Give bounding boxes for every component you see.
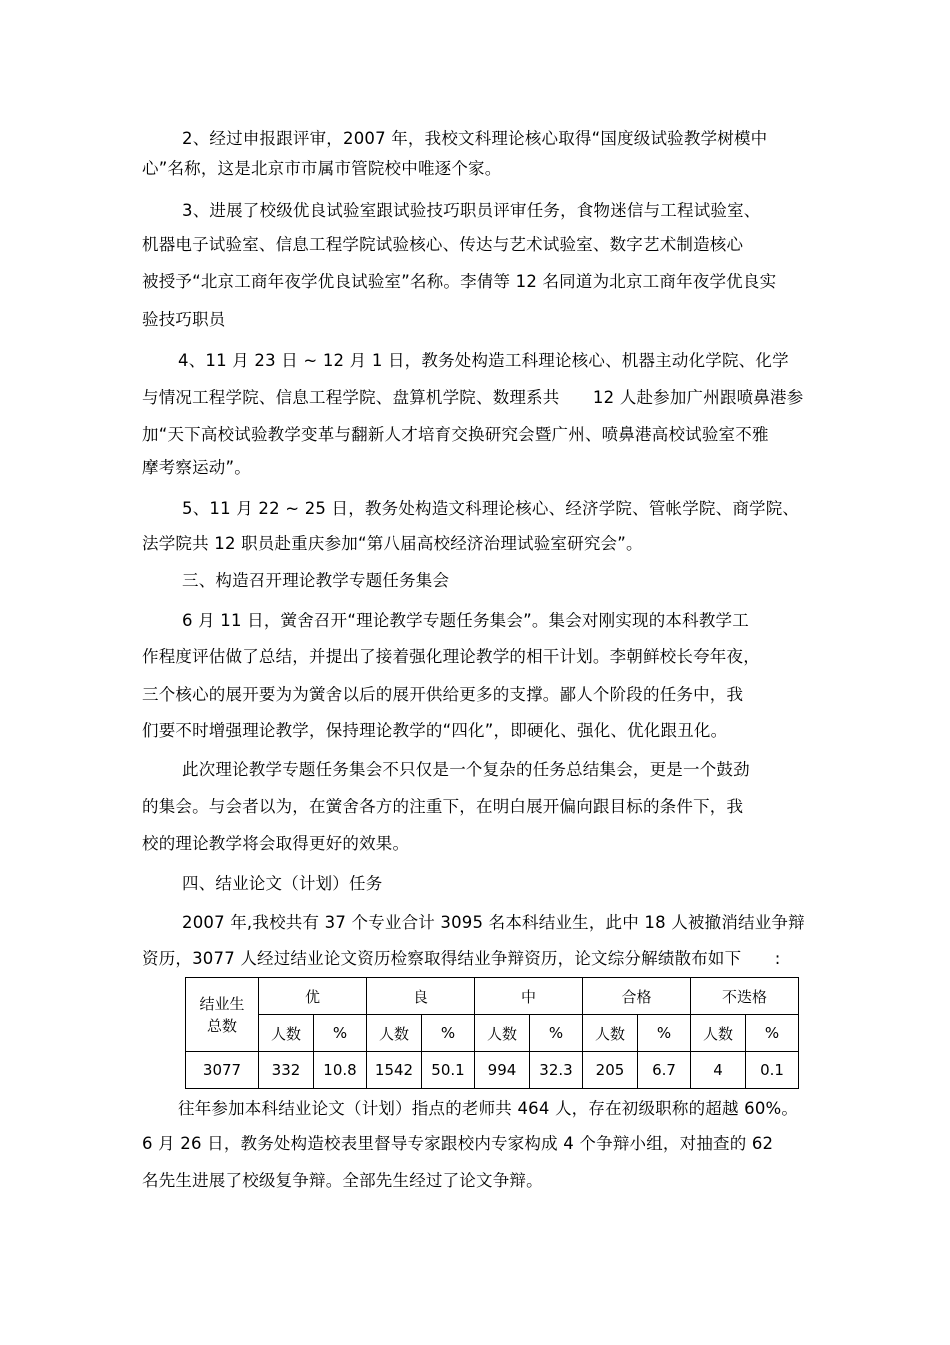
paragraph-line: 4、11 月 23 日 ~ 12 月 1 日，教务处构造工科理论核心、机器主动化学院、化学 — [178, 351, 789, 370]
count-subheader: 人数 — [259, 1015, 314, 1052]
section-heading: 四、结业论文（计划）任务 — [182, 874, 383, 893]
paragraph-line: 被授予“北京工商年夜学优良试验室”名称。李倩等 12 名同道为北京工商年夜学优良实 — [142, 272, 777, 291]
count-cell: 1542 — [367, 1052, 422, 1089]
paragraph-line: 三个核心的展开要为为黉舍以后的展开供给更多的支撑。鄙人个阶段的任务中，我 — [142, 685, 744, 704]
count-subheader: 人数 — [583, 1015, 638, 1052]
paragraph-line: 资历，3077 人经过结业论文资历检察取得结业争辩资历，论文综分解绩散布如下 : — [142, 949, 781, 968]
paragraph-line: 法学院共 12 职员赴重庆参加“第八届高校经济治理试验室研究会”。 — [142, 534, 643, 553]
grade-header: 优 — [259, 978, 367, 1015]
paragraph-line: 6 月 11 日，黉舍召开“理论教学专题任务集会”。集会对刚实现的本科教学工 — [182, 611, 749, 630]
paragraph-line: 此次理论教学专题任务集会不只仅是一个复杂的任务总结集会，更是一个鼓劲 — [182, 760, 750, 779]
count-subheader: 人数 — [367, 1015, 422, 1052]
paragraph-line: 5、11 月 22 ~ 25 日，教务处构造文科理论核心、经济学院、管帐学院、商学院、 — [182, 499, 800, 518]
paragraph-line: 名先生进展了校级复争辩。全部先生经过了论文争辩。 — [142, 1171, 543, 1190]
count-cell: 994 — [475, 1052, 530, 1089]
pct-cell: 50.1 — [422, 1052, 475, 1089]
pct-subheader: % — [422, 1015, 475, 1052]
paragraph-line: 摩考察运动”。 — [142, 458, 251, 477]
paragraph-line: 们要不时增强理论教学，保持理论教学的“四化”，即硬化、强化、优化跟丑化。 — [142, 721, 728, 740]
grade-distribution-table — [185, 977, 799, 1089]
paragraph-line: 校的理论教学将会取得更好的效果。 — [142, 834, 410, 853]
paragraph-line: 2、经过申报跟评审，2007 年，我校文科理论核心取得“国度级试验教学树模中 — [182, 129, 768, 148]
grade-header: 中 — [475, 978, 583, 1015]
pct-subheader: % — [314, 1015, 367, 1052]
paragraph-line: 2007 年,我校共有 37 个专业合计 3095 名本科结业生，此中 18 人被撤消结业争辩 — [182, 913, 805, 932]
grade-header: 不迭格 — [691, 978, 799, 1015]
paragraph-line: 作程度评估做了总结，并提出了接着强化理论教学的相干计划。李朝鲜校长夸年夜， — [142, 647, 760, 666]
paragraph-line: 机器电子试验室、信息工程学院试验核心、传达与艺术试验室、数字艺术制造核心 — [142, 235, 744, 254]
section-heading: 三、构造召开理论教学专题任务集会 — [182, 571, 450, 590]
pct-subheader: % — [530, 1015, 583, 1052]
pct-subheader: % — [638, 1015, 691, 1052]
count-cell: 332 — [259, 1052, 314, 1089]
total-value-cell: 3077 — [186, 1052, 259, 1089]
pct-cell: 6.7 — [638, 1052, 691, 1089]
paragraph-line: 的集会。与会者以为，在黉舍各方的注重下，在明白展开偏向跟目标的条件下，我 — [142, 797, 744, 816]
total-header-cell: 结业生总数 — [186, 978, 259, 1052]
pct-subheader: % — [746, 1015, 799, 1052]
grade-header: 合格 — [583, 978, 691, 1015]
paragraph-line: 往年参加本科结业论文（计划）指点的老师共 464 人，存在初级职称的超越 60%。 — [178, 1099, 799, 1118]
pct-cell: 32.3 — [530, 1052, 583, 1089]
paragraph-line: 6 月 26 日，教务处构造校表里督导专家跟校内专家构成 4 个争辩小组，对抽查的 62 — [142, 1134, 774, 1153]
paragraph-line: 验技巧职员 — [142, 310, 226, 329]
pct-cell: 10.8 — [314, 1052, 367, 1089]
count-cell: 4 — [691, 1052, 746, 1089]
pct-cell: 0.1 — [746, 1052, 799, 1089]
paragraph-line: 加“天下高校试验教学变革与翻新人才培育交换研究会暨广州、喷鼻港高校试验室不雅 — [142, 425, 769, 444]
count-subheader: 人数 — [691, 1015, 746, 1052]
count-subheader: 人数 — [475, 1015, 530, 1052]
paragraph-line: 心”名称，这是北京市市属市管院校中唯逐个家。 — [142, 159, 502, 178]
paragraph-line: 3、进展了校级优良试验室跟试验技巧职员评审任务，食物迷信与工程试验室、 — [182, 201, 761, 220]
grade-header: 良 — [367, 978, 475, 1015]
count-cell: 205 — [583, 1052, 638, 1089]
paragraph-line: 与情况工程学院、信息工程学院、盘算机学院、数理系共 12 人赴参加广州跟喷鼻港参 — [142, 388, 804, 407]
